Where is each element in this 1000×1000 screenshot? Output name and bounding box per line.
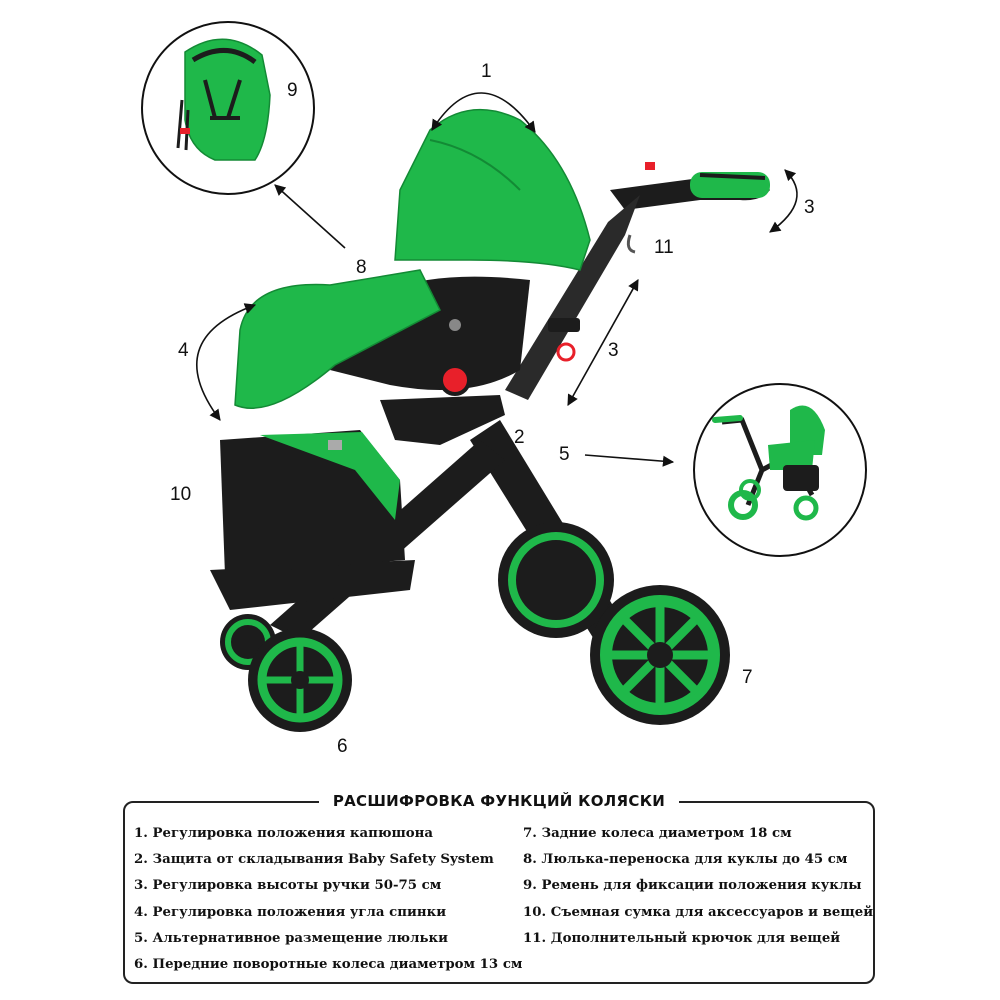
callout-4: 4 [178, 340, 189, 361]
legend-title-wrap [125, 792, 873, 810]
legend-item-1: 1. Регулировка положения капюшона [134, 826, 433, 841]
callout-11: 11 [654, 237, 674, 258]
callout-3-handle: 3 [804, 197, 815, 218]
legend-item-2: 2. Защита от складывания Baby Safety System [134, 852, 494, 868]
callout-3-pillar: 3 [608, 340, 619, 361]
legend-item-8: 8. Люлька-переноска для куклы до 45 см [523, 852, 848, 868]
legend-box [123, 792, 875, 984]
callout-6: 6 [337, 736, 348, 757]
callout-7: 7 [742, 667, 753, 688]
legend-item-11: 11. Дополнительный крючок для вещей [523, 930, 841, 946]
legend-item-6: 6. Передние поворотные колеса диаметром 13 см [134, 956, 523, 972]
callout-9: 9 [287, 80, 298, 101]
legend-title: РАСШИФРОВКА ФУНКЦИЙ КОЛЯСКИ [319, 792, 679, 810]
arrow-5 [585, 455, 673, 462]
legend-column-left [134, 821, 522, 978]
legend-item-5: 5. Альтернативное размещение люльки [134, 930, 448, 946]
callout-8: 8 [356, 257, 367, 278]
legend-item-10: 10. Съемная сумка для аксессуаров и вещей [523, 904, 874, 920]
legend-item-3: 3. Регулировка высоты ручки 50-75 см [134, 878, 442, 894]
callout-5: 5 [559, 444, 570, 465]
inset-carrier-seat [142, 22, 314, 194]
arrow-8 [275, 185, 345, 248]
inset-alternative-placement [694, 384, 866, 556]
legend-item-4: 4. Регулировка положения угла спинки [134, 904, 447, 920]
legend-item-7: 7. Задние колеса диаметром 18 см [523, 826, 792, 841]
legend-item-9: 9. Ремень для фиксации положения куклы [523, 878, 862, 894]
callout-10: 10 [170, 484, 192, 505]
callout-2: 2 [514, 427, 525, 448]
legend-column-right [523, 821, 873, 952]
callout-1: 1 [481, 61, 492, 82]
arrow-3-handle [770, 170, 797, 232]
